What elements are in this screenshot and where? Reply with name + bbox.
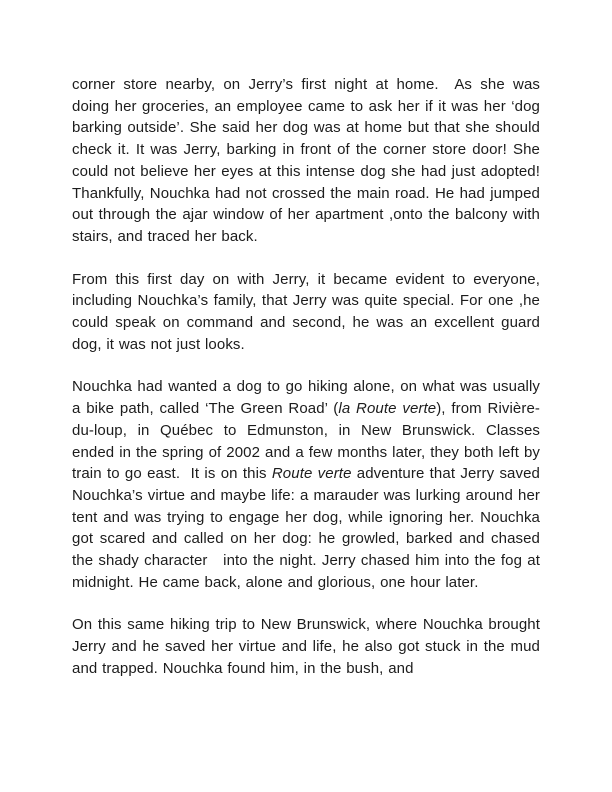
paragraph-2 (72, 269, 540, 356)
text-run: On this same hiking trip to New Brunswick, where Nouchka brought Jerry and he saved her virtue and life, he also got stuck in the mud and trapped. Nouchka found him, in the bush, and (72, 616, 540, 677)
text-run: Nouchka had wanted a dog to go hiking alone, on what was usually a bike path, called ‘The Green Road’ ( (72, 378, 540, 418)
text-run: adventure that Jerry saved Nouchka’s virtue and maybe life: a marauder was lurking around her tent and was trying to engage her dog, while ignoring her. Nouchka got scared and called on her dog: he growled, barked and chased the shady character into the night. Jerry chased him into the fog at midnight. He came back, alone and glorious, one hour later. (72, 465, 540, 591)
paragraph-3 (72, 376, 540, 593)
paragraph-1 (72, 74, 540, 248)
text-run: ), from Rivière-du-loup, in Québec to Edmunston, in New Brunswick. Classes ended in the spring of 2002 and a few months later, they both left by train to go east. It is on this (72, 400, 540, 483)
italic-text-run: Route verte (271, 465, 352, 483)
italic-text-run: la Route verte (338, 400, 437, 418)
text-run: corner store nearby, on Jerry’s first night at home. As she was doing her groceries, an employee came to ask her if it was her ‘dog barking outside’. She said her dog was at home but that she should check it. It was Jerry, barking in front of the corner store door! She could not believe her eyes at this intense dog she had just adopted! Thankfully, Nouchka had not crossed the main road. He had jumped out through the ajar window of her apartment ,onto the balcony with stairs, and traced her back. (72, 76, 540, 245)
text-run: From this first day on with Jerry, it became evident to everyone, including Nouchka’s family, that Jerry was quite special. For one ,he could speak on command and second, he was an excellent guard dog, it was not just looks. (72, 270, 540, 353)
paragraph-4 (72, 614, 540, 679)
